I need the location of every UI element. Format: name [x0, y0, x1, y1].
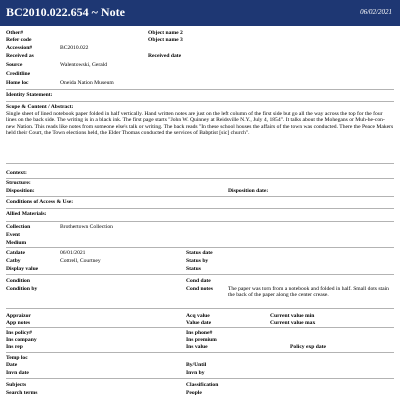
- divider: [6, 327, 394, 328]
- acq-value-label: Acq value: [186, 313, 210, 319]
- divider: [6, 274, 394, 275]
- other-label: Other#: [6, 30, 24, 36]
- divider: [6, 208, 394, 209]
- appraiser-label: Appraizor: [6, 313, 31, 319]
- cond-notes-value: The paper was torn from a notebook and folded in half. Small dots stain the back of the paper along the center crease.: [228, 286, 389, 299]
- invn-by-label: Invn by: [186, 370, 205, 376]
- divider: [6, 89, 394, 90]
- allied-materials-label: Allied Materials:: [6, 211, 47, 217]
- scope-content-text: Single sheet of lined notebook paper folded in half vertically. Hand written notes are just on the left column of the first side but go all the way across the top for the four lines on the back side. The writing is in a black ink. The first page starts "John W. Quinney at Reidsville N.Y., July 4, 1854". It talks about the Mohegans or Muh-he-con-new Nation. This reads like notes from someone else's talk or writing. The back reads "In these school houses the affairs of the town was conducted. There the Peace Makers held their Court, the Town elections held, the Elder Thomas conducted the services of Babptist [sic] church".: [6, 111, 394, 137]
- record-date: 06/02/2021: [360, 8, 392, 16]
- disposition-label: Disposition:: [6, 188, 35, 194]
- people-label: People: [186, 390, 202, 396]
- ins-company-label: Ins company: [6, 337, 37, 343]
- event-label: Event: [6, 232, 20, 238]
- divider: [6, 163, 394, 164]
- medium-label: Medium: [6, 240, 27, 246]
- status-by-label: Status by: [186, 258, 209, 264]
- catby-label: Catby: [6, 258, 21, 264]
- disposition-date-label: Disposition date:: [228, 188, 269, 194]
- conditions-label: Conditions of Access & Use:: [6, 199, 74, 205]
- identity-statement-label: Identity Statement:: [6, 92, 53, 98]
- divider: [6, 221, 394, 222]
- record-header: [0, 0, 400, 26]
- accession-label: Accession#: [6, 45, 33, 51]
- record-title: BC2010.022.654 ~ Note: [6, 5, 125, 19]
- collection-value: Brothertown Collection: [60, 224, 113, 230]
- creditline-label: Creditline: [6, 71, 31, 77]
- by-until-label: By/Until: [186, 362, 207, 368]
- collection-label: Collection: [6, 224, 31, 230]
- source-value: Walentowski, Gerald: [60, 62, 108, 68]
- ins-phone-label: Ins phone#: [186, 330, 213, 336]
- ins-premium-label: Ins premium: [186, 337, 217, 343]
- condition-by-label: Condition by: [6, 286, 38, 292]
- object-name-3-label: Object name 3: [148, 37, 183, 43]
- search-terms-label: Search terms: [6, 390, 38, 396]
- condition-label: Condition: [6, 278, 30, 284]
- current-value-min-label: Current value min: [270, 313, 315, 319]
- divider: [6, 308, 394, 309]
- value-date-label: Value date: [186, 320, 212, 326]
- divider: [6, 196, 394, 197]
- app-notes-label: App notes: [6, 320, 31, 326]
- status-date-label: Status date: [186, 250, 213, 256]
- cond-date-label: Cond date: [186, 278, 211, 284]
- divider: [6, 247, 394, 248]
- received-as-label: Received as: [6, 53, 34, 59]
- source-label: Source: [6, 62, 23, 68]
- temp-loc-label: Temp loc: [6, 355, 28, 361]
- subjects-label: Subjects: [6, 382, 27, 388]
- status-label: Status: [186, 266, 201, 272]
- divider: [6, 378, 394, 379]
- invn-date-label: Invn date: [6, 370, 29, 376]
- display-value-label: Display value: [6, 266, 39, 272]
- refer-code-label: Refer code: [6, 37, 32, 43]
- structure-label: Structure:: [6, 180, 31, 186]
- classification-label: Classification: [186, 382, 219, 388]
- cond-notes-label: Cond notes: [186, 286, 213, 292]
- scope-content-label: Scope & Content / Abstract:: [6, 104, 74, 110]
- ins-value-label: Ins value: [186, 344, 208, 350]
- policy-exp-date-label: Policy exp date: [290, 344, 327, 350]
- catby-value: Cottrell, Courtney: [60, 258, 101, 264]
- date-label: Date: [6, 362, 18, 368]
- current-value-max-label: Current value max: [270, 320, 316, 326]
- object-name-2-label: Object name 2: [148, 30, 183, 36]
- catdate-value: 06/01/2021: [60, 250, 86, 256]
- home-loc-value: Oneida Nation Museum: [60, 80, 114, 86]
- ins-rep-label: Ins rep: [6, 344, 23, 350]
- divider: [6, 101, 394, 102]
- divider: [6, 352, 394, 353]
- ins-policy-label: Ins policy#: [6, 330, 32, 336]
- divider: [6, 178, 394, 179]
- catdate-label: Catdate: [6, 250, 25, 256]
- home-loc-label: Home loc: [6, 80, 29, 86]
- context-label: Context:: [6, 170, 27, 176]
- received-date-label: Received date: [148, 53, 182, 59]
- accession-value: BC2010.022: [60, 45, 89, 51]
